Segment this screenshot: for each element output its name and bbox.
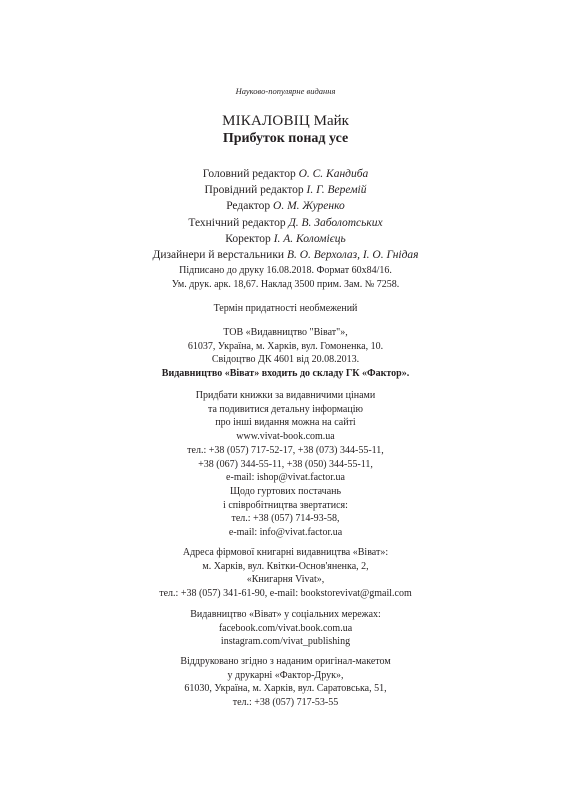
printer-line: Віддруковано згідно з наданим оригінал-макетом: [180, 656, 391, 667]
editorial-credits: [0, 166, 571, 263]
publisher-group-line: Видавництво «Віват» входить до складу ГК «Фактор».: [161, 368, 410, 380]
edition-type-text: Науково-популярне видання: [235, 86, 336, 96]
publisher-line: Свідоцтво ДК 4601 від 20.08.2013.: [211, 354, 360, 366]
title-block: [0, 112, 571, 148]
edition-type-note: [0, 86, 571, 96]
social-heading: Видавництво «Віват» у соціальних мережах:: [190, 609, 381, 620]
social-info: [0, 608, 571, 649]
credit-role: Дизайнери й верстальники: [152, 249, 285, 262]
bookstore-line: «Книгарня Vivat»,: [246, 574, 325, 586]
credit-name: О. С. Кандиба: [298, 168, 369, 180]
shop-email[interactable]: e-mail: ishop@vivat.factor.ua: [226, 472, 345, 484]
bookstore-info: [0, 546, 571, 601]
credit-line: [0, 198, 571, 214]
credit-role: Редактор: [226, 200, 271, 213]
credit-name: Д. В. Заболотських: [288, 216, 383, 229]
wholesale-line: Щодо гуртових постачань: [229, 486, 342, 497]
buy-info-line: про інші видання можна на сайті: [215, 417, 356, 429]
buy-info-line: +38 (067) 344-55-11, +38 (050) 344-55-11,: [198, 458, 373, 470]
credit-role: Провідний редактор: [204, 184, 304, 197]
facebook-link[interactable]: facebook.com/vivat.book.com.ua: [218, 622, 353, 634]
buy-info-line: Придбати книжки за видавничими цінами: [195, 390, 376, 401]
print-info-line: Ум. друк. арк. 18,67. Наклад 3500 прим. Зам. № 7258.: [171, 279, 400, 290]
publisher-info: [0, 326, 571, 381]
printer-line: тел.: +38 (057) 717-53-55: [232, 697, 339, 709]
print-info: [0, 264, 571, 292]
shelf-life-text: Термін придатності необмежений: [213, 303, 358, 314]
print-info-line: Підписано до друку 16.08.2018. Формат 60х84/16.: [179, 265, 392, 276]
credit-name: І. Г. Веремій: [306, 184, 367, 197]
credit-name: І. А. Коломієць: [273, 232, 346, 245]
credit-line: [0, 215, 571, 231]
printer-info: [0, 655, 571, 710]
wholesale-line: і співробітництва звертатися:: [223, 499, 348, 511]
buy-info-line: та подивитися детальну інформацію: [208, 403, 363, 415]
author-name: Майк: [313, 113, 349, 129]
credit-line: [0, 182, 571, 198]
credit-role: Головний редактор: [202, 168, 296, 180]
credit-name: В. О. Верхолаз, І. О. Гнідая: [286, 249, 419, 262]
publisher-line: 61037, Україна, м. Харків, вул. Гомоненка, 10.: [187, 340, 384, 352]
printer-line: у друкарні «Фактор-Друк»,: [227, 669, 344, 681]
buy-info: [0, 389, 571, 485]
wholesale-info: [0, 485, 571, 540]
wholesale-line: тел.: +38 (057) 714-93-58,: [231, 513, 340, 525]
credit-line: [0, 166, 571, 182]
website-link[interactable]: www.vivat-book.com.ua: [236, 431, 335, 443]
credit-role: Технічний редактор: [188, 216, 286, 229]
bookstore-line: Адреса фірмової книгарні видавництва «Віват»:: [182, 547, 389, 558]
credit-line: [0, 247, 571, 263]
wholesale-email[interactable]: e-mail: info@vivat.factor.ua: [228, 527, 343, 539]
book-title: Прибуток понад усе: [222, 131, 349, 146]
credit-name: О. М. Журенко: [273, 200, 345, 213]
credit-line: [0, 231, 571, 247]
bookstore-line: м. Харків, вул. Квітки-Основ'яненка, 2,: [202, 560, 369, 572]
printer-line: 61030, Україна, м. Харків, вул. Саратовська, 51,: [184, 683, 387, 695]
author-surname: МІКАЛОВІЦ: [222, 113, 310, 129]
credit-role: Коректор: [225, 232, 271, 245]
instagram-link[interactable]: instagram.com/vivat_publishing: [220, 636, 351, 648]
bookstore-contact[interactable]: тел.: +38 (057) 341-61-90, e-mail: bookstorevivat@gmail.com: [159, 588, 412, 600]
author-line: [0, 112, 571, 130]
publisher-line: ТОВ «Видавництво "Віват"»,: [223, 327, 348, 338]
buy-info-line: тел.: +38 (057) 717-52-17, +38 (073) 344-55-11,: [187, 444, 384, 456]
shelf-life: [0, 302, 571, 316]
